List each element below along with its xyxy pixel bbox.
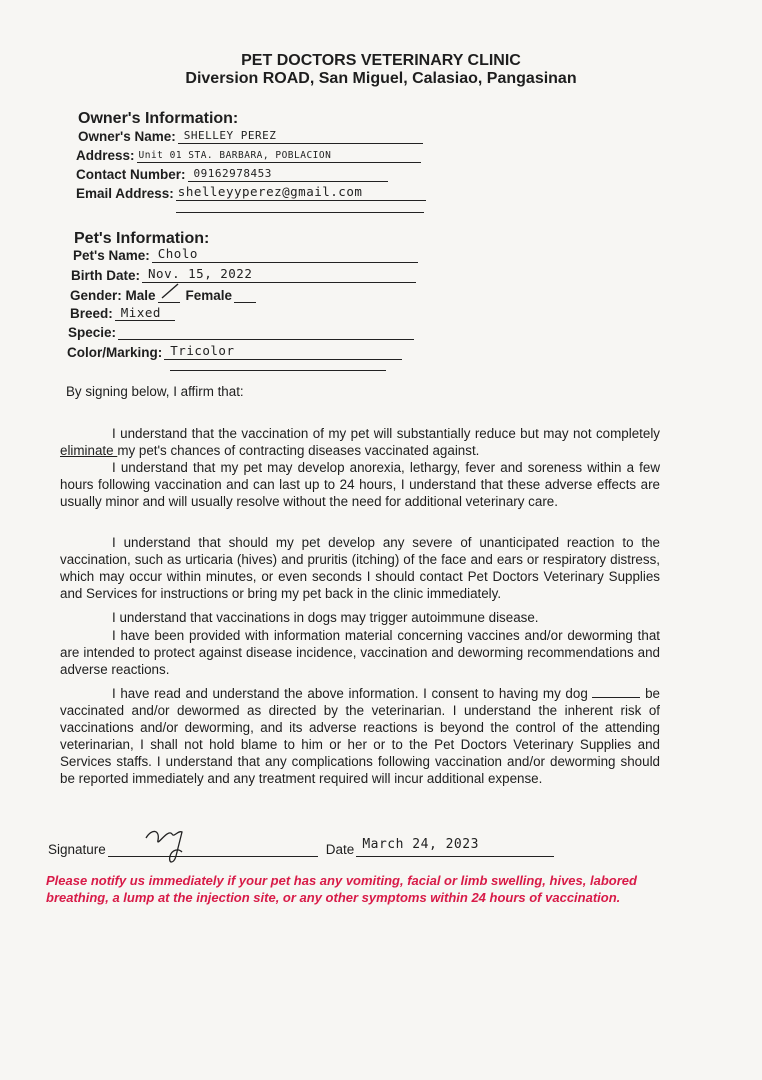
clinic-name: PET DOCTORS VETERINARY CLINIC [241,52,521,69]
specie-field [68,325,414,340]
pet-name-label: Pet's Name: [73,248,150,263]
address-field [76,148,421,163]
date-label: Date [325,842,355,857]
gender-male-line[interactable] [158,288,180,303]
consent-paragraph-4: I understand that vaccinations in dogs may trigger autoimmune disease. [112,610,539,625]
email-line[interactable] [176,186,426,201]
specie-line[interactable] [118,325,414,340]
contact-label: Contact Number: [76,167,186,182]
checkmark-icon [160,282,182,300]
address-line[interactable] [137,148,421,163]
email-value: shelleyyperez@gmail.com [177,184,363,199]
pet-name-field [73,248,418,263]
birth-date-line[interactable] [142,268,416,283]
breed-field [70,306,175,321]
email-field [76,186,426,201]
date-value: March 24, 2023 [362,837,479,852]
color-field [67,345,402,360]
birth-date-label: Birth Date: [71,268,141,283]
email-label: Email Address: [76,186,174,201]
gender-field [70,288,256,303]
birth-date-field [71,268,416,283]
clinic-address: Diversion ROAD, San Miguel, Calasiao, Pangasinan [185,70,577,87]
consent-paragraph-3: I understand that should my pet develop any severe of unanticipated reaction to the vaccination, such as urticaria (hives) and pruritis (itching) of the face and ears or respiratory distress, which may occur within minutes, or even seconds I should contact Pet Doctors Veterinary Supplies and Services for instructions or bring my pet back in the clinic immediately. [60,535,660,601]
contact-value: 09162978453 [193,167,272,180]
owner-name-line[interactable] [178,129,423,144]
color-value: Tricolor [170,343,235,358]
breed-line[interactable] [115,306,175,321]
color-line[interactable] [164,345,402,360]
owner-section-title: Owner's Information: [78,110,239,127]
handwritten-signature [138,820,198,868]
dog-name-blank[interactable] [592,687,640,698]
notify-warning: Please notify us immediately if your pet has any vomiting, facial or limb swelling, hives, labored breathing, a lump at the injection site, or any other symptoms within 24 hours of vaccination. [46,873,637,905]
signature-row [48,832,554,857]
pet-section-title: Pet's Information: [74,230,210,247]
pet-name-value: Cholo [157,246,198,261]
pet-name-line[interactable] [152,248,418,263]
color-label: Color/Marking: [67,345,163,360]
breed-label: Breed: [70,306,113,321]
gender-female-line[interactable] [234,288,256,303]
contact-line[interactable] [188,167,388,182]
email-extra-line [176,212,424,213]
consent-paragraph-1: I understand that the vaccination of my pet will substantially reduce but may not completely eliminate my pet's chances of contracting diseases vaccinated against. [60,426,660,458]
signature-line[interactable] [108,838,318,857]
address-value: Unit 01 STA. BARBARA, POBLACION [138,150,332,161]
birth-date-value: Nov. 15, 2022 [148,266,253,281]
gender-female-label: Female [185,288,233,303]
address-label: Address: [76,148,135,163]
consent-paragraph-6: I have read and understand the above information. I consent to having my dog be vaccinated and/or dewormed as directed by the veterinarian. I understand the inherent risk of vaccinations and/or deworming, and its adverse reactions is beyond the control of the attending veterinarian, I shall not hold blame to him or her or to the Pet Doctors Veterinary Supplies and Services staffs. I understand that any complications following vaccination and/or deworming should be reported immediately and any treatment required will incur additional expense. [60,686,660,786]
consent-paragraph-2: I understand that my pet may develop anorexia, lethargy, fever and soreness within a few hours following vaccination and can last up to 24 hours, I understand that these adverse effects are usually minor and will usually resolve without the need for additional veterinary care. [60,460,660,509]
owner-name-field [78,129,423,144]
color-extra-line [170,370,386,371]
contact-field [76,167,388,182]
eliminate-underlined: eliminate [60,443,118,458]
date-line[interactable] [356,832,554,857]
owner-name-label: Owner's Name: [78,129,176,144]
owner-name-value: SHELLEY PEREZ [183,129,277,142]
consent-intro: By signing below, I affirm that: [66,384,244,399]
consent-paragraph-5: I have been provided with information material concerning vaccines and/or deworming that are intended to protect against disease incidence, vaccination and deworming recommendations and adverse reactions. [60,628,660,677]
breed-value: Mixed [120,305,161,320]
specie-label: Specie: [68,325,117,340]
signature-label: Signature [48,842,106,857]
gender-male-label: Gender: Male [70,288,156,303]
